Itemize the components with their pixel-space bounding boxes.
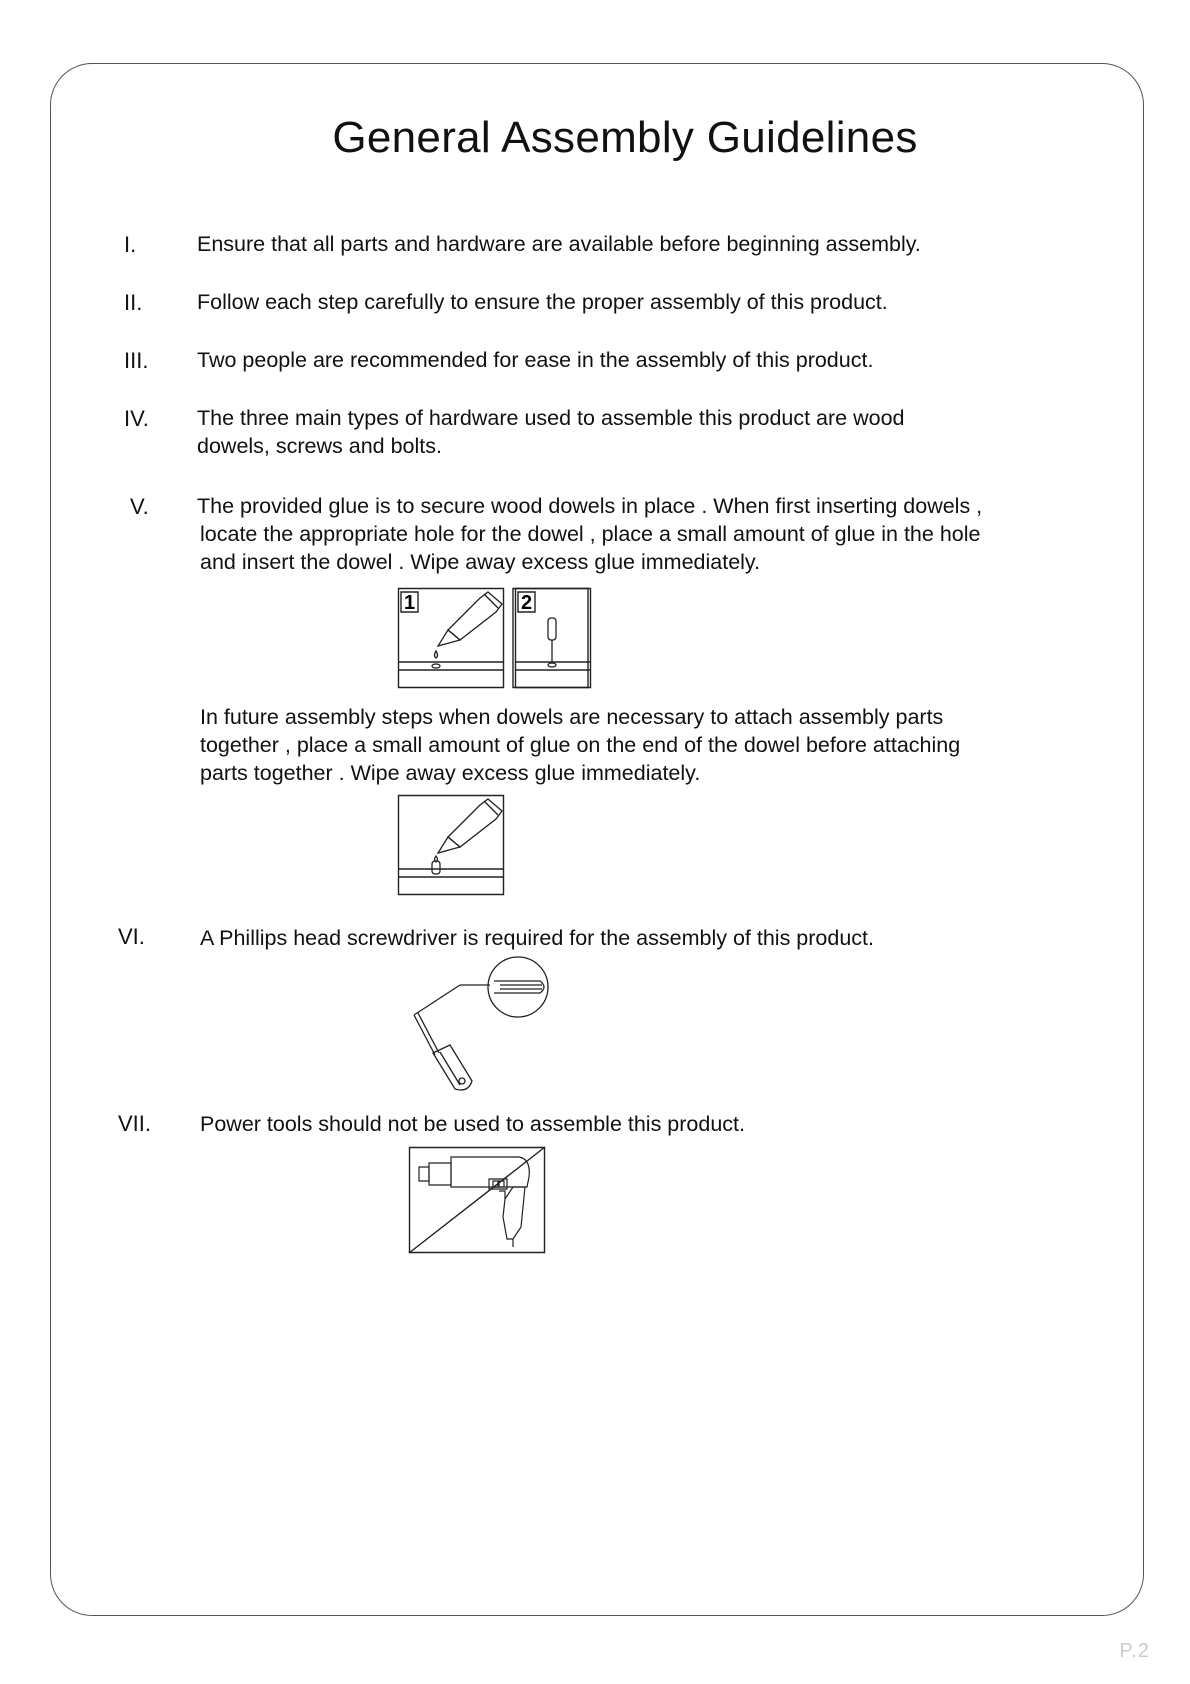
glue-bottle-icon [432,799,502,874]
step-2-label: 2 [521,592,533,614]
numeral-4: IV. [124,406,149,431]
text-line: together , place a small amount of glue on the end of the dowel before attaching [200,733,961,757]
dowel-icon [548,618,556,667]
page-title: General Assembly Guidelines [332,113,918,162]
numeral-6: VI. [118,924,145,949]
guideline-3-text: Two people are recommended for ease in the assembly of this product. [197,348,874,372]
numeral-7: VII. [118,1111,152,1136]
text-line: The provided glue is to secure wood dowels in place . When first inserting dowels , [197,494,983,518]
dowel-insert-figure [515,588,591,688]
screwdriver-icon [400,955,560,1090]
text-line: dowels, screws and bolts. [197,434,442,458]
guideline-1-text: Ensure that all parts and hardware are available before beginning assembly. [197,232,921,256]
text-line: and insert the dowel . Wipe away excess glue immediately. [200,550,761,574]
guideline-4-text [197,404,905,460]
numeral-5: V. [130,494,149,519]
guideline-5-text [197,492,982,576]
text-line: In future assembly steps when dowels are necessary to attach assembly parts [200,705,944,729]
text-line: parts together . Wipe away excess glue immediately. [200,761,701,785]
numeral-2: II. [124,290,143,315]
no-power-drill-icon [409,1147,545,1253]
text-line: The three main types of hardware used to assemble this product are wood [197,406,905,430]
numeral-1: I. [124,232,137,257]
numeral-3: III. [124,348,149,373]
guideline-2-text: Follow each step carefully to ensure the proper assembly of this product. [197,290,888,314]
guideline-7-text: Power tools should not be used to assemble this product. [200,1112,745,1136]
glue-bottle-icon [432,592,502,668]
glue-dowel-figure [398,795,504,895]
guideline-6-text: A Phillips head screwdriver is required for the assembly of this product. [200,926,874,950]
glue-hole-figure [398,588,504,688]
step-1-label: 1 [404,592,416,614]
text-line: locate the appropriate hole for the dowel , place a small amount of glue in the hole [200,522,981,546]
guideline-5-followup [200,703,960,787]
page-number: P.2 [1119,1640,1150,1662]
